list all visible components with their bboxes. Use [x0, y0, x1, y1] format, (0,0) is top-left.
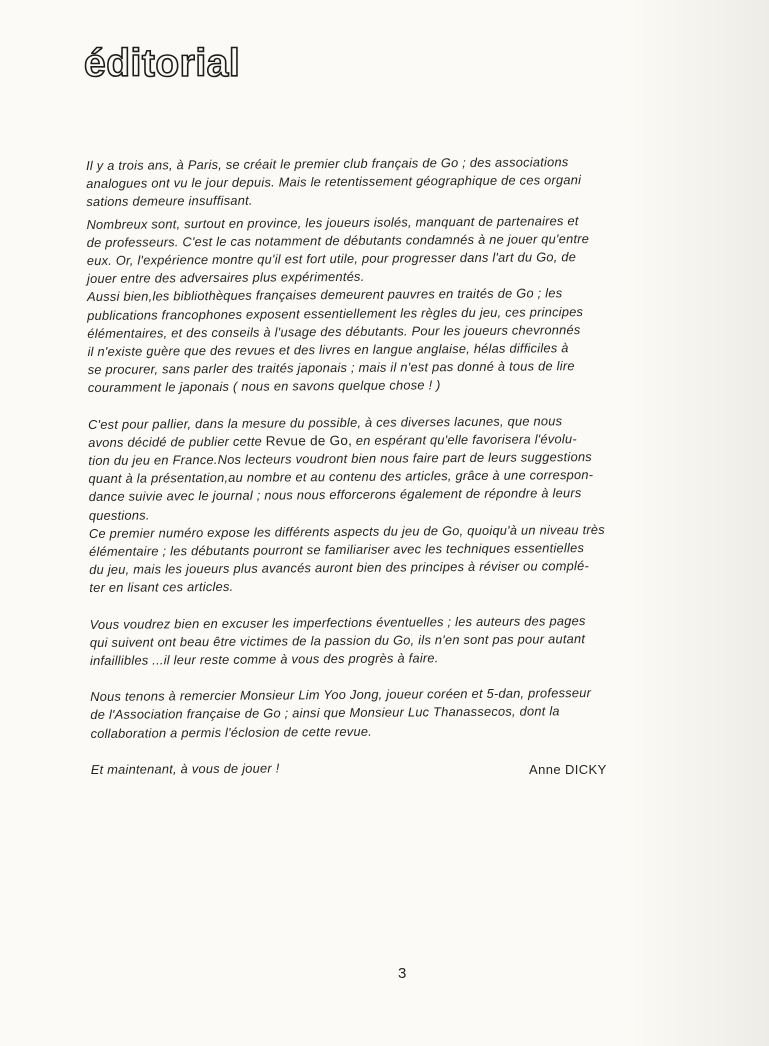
text-line: Aussi bien,les bibliothèques françaises demeurent pauvres en traités de Go ; les: [87, 285, 563, 305]
text-line: se procurer, sans parler des traités japonais ; mais il n'est pas donné à tous de lire: [87, 358, 575, 378]
text-line: tion du jeu en France.Nos lecteurs voudront bien nous faire part de leurs suggestions: [88, 449, 592, 469]
text-fragment: en espérant qu'elle favorisera l'évolu-: [352, 430, 577, 448]
paragraph-6: [90, 611, 690, 670]
text-line: sations demeure insuffisant.: [86, 193, 253, 210]
text-line: de professeurs. C'est le cas notamment de débutants condamnés à ne jouer qu'entre: [86, 230, 590, 250]
revue-title: Revue de Go,: [265, 432, 353, 449]
text-line: publications francophones exposent essentiellement les règles du jeu, ces principes: [87, 303, 584, 323]
text-fragment: avons décidé de publier cette: [88, 433, 266, 450]
paragraph-4: [88, 411, 689, 525]
text-line: jouer entre des adversaires plus expérimentés.: [86, 269, 365, 287]
page-number: 3: [398, 965, 407, 982]
text-line: Il y a trois ans, à Paris, se créait le premier club français de Go ; des associations: [86, 154, 569, 173]
text-line: qui suivent ont beau être victimes de la passion du Go, ils n'en sont pas pour autant: [89, 630, 586, 650]
text-line: eux. Or, l'expérience montre qu'il est fort utile, pour progresser dans l'art du Go, de: [86, 249, 577, 269]
paragraph-5: [89, 520, 690, 598]
text-line: dance suivie avec le journal ; nous nous efforcerons également de répondre à leurs: [88, 485, 582, 505]
text-line: C'est pour pallier, dans la mesure du possible, à ces diverses lacunes, que nous: [88, 412, 563, 432]
text-line: questions.: [88, 507, 150, 523]
text-line: élémentaire ; les débutants pourront se familiariser avec les techniques essentielles: [89, 540, 585, 560]
text-line: Vous voudrez bien en excuser les imperfections éventuelles ; les auteurs des pages: [89, 612, 586, 632]
text-line: infaillibles ...il leur reste comme à vous des progrès à faire.: [89, 650, 439, 669]
text-line: quant à la présentation,au nombre et au contenu des articles, grâce à une correspon-: [88, 467, 594, 487]
text-line: de l'Association française de Go ; ainsi que Monsieur Luc Thanassecos, dont la: [90, 703, 560, 723]
text-line: Et maintenant, à vous de jouer !: [90, 760, 280, 777]
text-line: Nombreux sont, surtout en province, les joueurs isolés, manquant de partenaires et: [86, 212, 579, 232]
paragraph-3: [87, 284, 688, 398]
paragraph-7: [90, 684, 690, 743]
editorial-body: [86, 152, 691, 779]
text-line: ter en lisant ces articles.: [89, 579, 234, 596]
paragraph-1: [86, 152, 686, 211]
page-title: éditorial: [84, 42, 241, 85]
paragraph-2: [86, 211, 687, 289]
text-line: analogues ont vu le jour depuis. Mais le retentissement géographique de ces organi: [86, 172, 582, 192]
text-line: du jeu, mais les joueurs plus avancés auront bien des principes à réviser ou complé-: [89, 558, 590, 578]
text-line: collaboration a permis l'éclosion de cette revue.: [90, 723, 373, 741]
text-line: élémentaires, et des conseils à l'usage des débutants. Pour les joueurs chevronnés: [87, 321, 581, 341]
text-line: Nous tenons à remercier Monsieur Lim Yoo Jong, joueur coréen et 5-dan, professeur: [90, 685, 592, 705]
text-line: couramment le japonais ( nous en savons quelque chose ! ): [87, 377, 441, 396]
text-line: Ce premier numéro expose les différents aspects du jeu de Go, quoiqu'à un niveau très: [88, 521, 605, 541]
text-line: il n'existe guère que des revues et des livres en langue anglaise, hélas difficiles à: [87, 340, 569, 360]
author-signature: Anne DICKY: [529, 762, 607, 777]
